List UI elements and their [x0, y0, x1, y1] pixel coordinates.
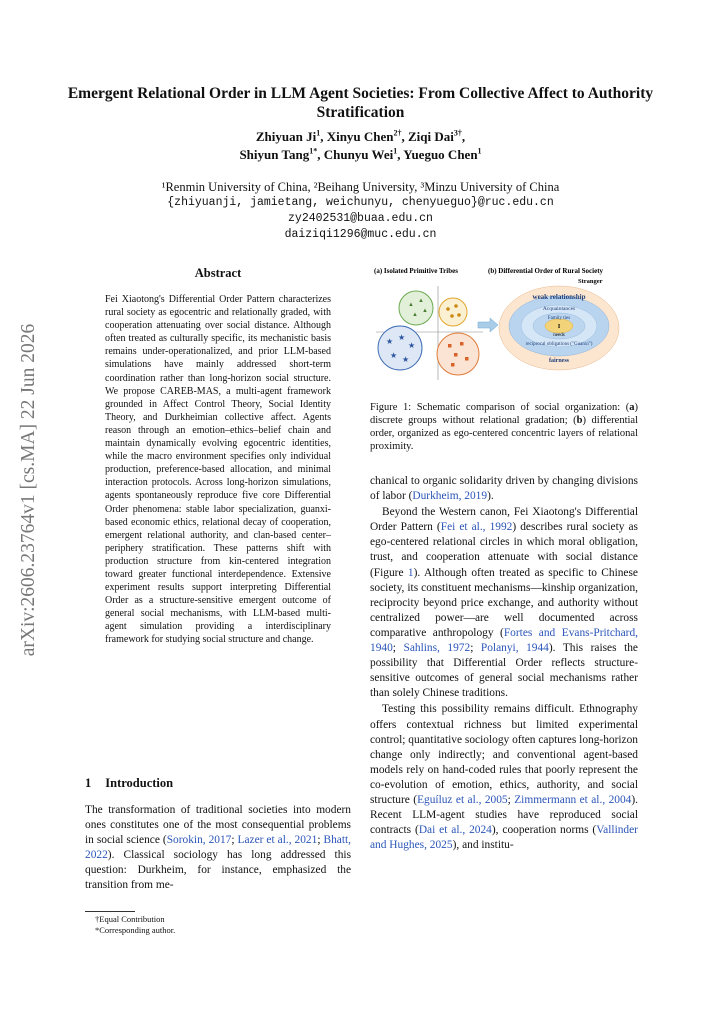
caption-label-a: a [629, 402, 635, 413]
text-run: chanical to organic solidarity driven by changing divisions of labor ( [370, 475, 638, 503]
text-run: ). Classical sociology has long addressed this question: Durkheim, for instance, emphasized the transition from me- [85, 849, 351, 891]
author-name: Chunyu Wei [323, 147, 394, 162]
paragraph [370, 474, 638, 504]
group-yellow [439, 298, 467, 326]
label-stranger: Stranger [578, 278, 603, 285]
author-mark: 1* [309, 146, 318, 156]
caption-text: ) differential order, organized as ego-centered concentric layers of relational proximity. [370, 415, 638, 452]
citation-link[interactable]: Dai et al., 2024 [418, 824, 492, 837]
svg-text:★: ★ [386, 337, 394, 346]
figure-link[interactable]: 1 [407, 566, 414, 579]
affiliations: ¹Renmin University of China, ²Beihang University, ³Minzu University of China [161, 180, 560, 194]
svg-text:★: ★ [398, 333, 406, 342]
label-family: Family ties [547, 316, 571, 321]
author-name: Ziqi Dai [408, 129, 454, 144]
paragraph [370, 702, 638, 853]
citation-link[interactable]: Durkheim, 2019 [412, 490, 488, 503]
citation-link[interactable]: Polanyi, 1944 [480, 642, 549, 655]
svg-text:★: ★ [390, 351, 398, 360]
affiliations-block [60, 179, 661, 243]
svg-text:★: ★ [402, 355, 410, 364]
author-mark: 1 [316, 128, 321, 138]
footnotes [95, 914, 175, 935]
author-mark: 1 [393, 146, 398, 156]
svg-text:★: ★ [408, 341, 416, 350]
email-line: zy2402531@buaa.edu.cn [288, 212, 433, 225]
author-line-1: Zhiyuan Ji$^1$, Xinyu Chen$^{2\dagger}$, Ziqi Dai$^{3\dagger}$, [255, 128, 466, 144]
author-name: Xinyu Chen [326, 129, 394, 144]
label-needs: needs [553, 333, 565, 338]
text-run: ), cooperation norms ( [491, 824, 597, 837]
author-name: Zhiyuan Ji [255, 129, 317, 144]
label-weak: weak relationship [532, 293, 586, 301]
citation-link[interactable]: Sahlins, 1972 [403, 642, 471, 655]
text-run: The transformation of traditional societies into modern ones constitutes one of the most consequential problems in social science ( [85, 804, 351, 846]
text-run: ; [317, 834, 324, 846]
label-fairness: fairness [549, 358, 569, 364]
figure-1 [368, 262, 638, 392]
abstract-heading: Abstract [194, 266, 242, 280]
email-line: daiziqi1296@muc.edu.cn [284, 228, 437, 241]
svg-text:▲: ▲ [408, 302, 414, 308]
footnote-equal: †Equal Contribution [95, 914, 165, 924]
citation-link[interactable]: Bhatt, 2022 [85, 834, 351, 861]
text-run: ), and institu- [452, 839, 514, 852]
svg-text:▲: ▲ [418, 298, 424, 304]
text-run: ; [507, 793, 515, 806]
text-run: Testing this possibility remains difficult. Ethnography offers contextual richness but limited experimental control; quantitative sociology often captures long-horizon change only indirectly; and conventional agent-based models rely on hand-coded rules that poorly represent the co-evolution of emotion, ethics, authority, and social structure ( [370, 703, 638, 806]
text-run: ) describes rural society as ego-centered relational circles in which moral obligation, trust, and cooperation attenuate with social distance (Figure [370, 521, 638, 579]
section-number: 1 [85, 776, 92, 790]
text-run: ; [231, 834, 238, 846]
caption-text: Figure 1: Schematic comparison of social organization: ( [370, 402, 630, 413]
footnote-corresponding: *Corresponding author. [95, 924, 176, 935]
label-reciprocal: reciprocal obligations ("Guanxi") [525, 342, 593, 347]
group-orange [437, 333, 479, 375]
citation-link[interactable]: Vallinder and Hughes, 2025 [370, 824, 638, 852]
citation-link[interactable]: Zimmermann et al., 2004 [514, 793, 632, 806]
author-list [60, 128, 661, 164]
panel-b-title: (b) Differential Order of Rural Society [488, 267, 604, 275]
arxiv-stamp [14, 300, 44, 680]
text-run: ). [487, 490, 494, 503]
text-run: Beyond the Western canon, Fei Xiaotong's Differential Order Pattern ( [370, 506, 638, 534]
svg-text:▲: ▲ [422, 308, 428, 314]
text-run: ). Recent LLM-agent studies have reproduced social contracts ( [370, 793, 639, 837]
text-run: ). Although often treated as specific to Chinese society, its constituent mechanisms—kinship organization, reciprocity beyond price exchange, and authority without centralized power—are well documented across comparative anthropology ( [370, 566, 638, 639]
email-line: {zhiyuanji, jamietang, weichunyu, chenyueguo}@ruc.edu.cn [167, 196, 554, 209]
author-name: Yueguo Chen [403, 147, 478, 162]
author-line-2: Shiyun Tang$^{1*}$, Chunyu Wei$^1$, Yueguo Chen$^1$ [239, 146, 482, 162]
label-acquaintances: Acquaintances [542, 306, 576, 312]
text-run: ). This raises the possibility that Differential Order reflects structure-sensitive outcomes of general social mechanisms rather than solely Chinese traditions. [370, 642, 638, 700]
citation-link[interactable]: Fortes and Evans-Pritchard, 1940 [370, 626, 638, 655]
abstract-text: Fei Xiaotong's Differential Order Pattern characterizes rural society as egocentric and relationally graded, with cooperation attenuating over social distance. Although often treated as culturally specific, its mechanistic basis remains under-operationalized, and prior LLM-based simulations have mainly addressed short-term coordination rather than long-horizon social structure. We propose CAREB-MAS, a multi-agent framework grounded in Affect Control Theory, Social Identity Theory, and Durkheimian collective affect. Agents reason through an emotion–ethics–belief chain and maintain dynamically evolving egocentric identities, while the macro environment specifies only individual production, preference-based allocation, and minimal interaction protocols. Across long-horizon simulations, agents spontaneously reproduce five core Differential Order phenomena: stable labor specialization, guanxi-based economic ethics, relational decay of cooperation, emergent relational authority, and clan-based center–periphery stratification. These patterns shift with production structure from kin-centered integration toward greater functional interdependence. Extensive experiment results support interpreting Differential Order as a structure-sensitive emergent outcome of general social mechanisms, with LLM-based multi-agent simulation providing a interdisciplinary framework for studying social structure and change. [105, 294, 331, 646]
citation-link[interactable]: Fei et al., 1992 [440, 521, 513, 534]
paragraph [370, 505, 638, 701]
author-mark: 1 [477, 146, 482, 156]
citation-link[interactable]: Lazer et al., 2021 [237, 834, 318, 846]
arxiv-stamp-text: arXiv:2606.23764v1 [cs.MA] 22 Jun 2026 [18, 323, 39, 657]
section-title: Introduction [105, 776, 174, 790]
section-heading [85, 776, 173, 791]
right-column-text [370, 474, 638, 854]
text-run: ; [470, 642, 481, 655]
center-label: I [557, 324, 561, 330]
footnote-divider [85, 911, 135, 912]
intro-paragraph [85, 803, 351, 893]
author-name: Shiyun Tang [239, 147, 310, 162]
text-run: ; [392, 642, 404, 655]
caption-text: ) discrete groups without relational gradation; ( [370, 402, 638, 426]
author-mark: 2† [393, 128, 402, 138]
arrow-icon [478, 318, 498, 332]
svg-text:▲: ▲ [412, 312, 418, 318]
figure-caption [370, 401, 638, 453]
caption-label-b: b [576, 415, 583, 426]
panel-a-title: (a) Isolated Primitive Tribes [374, 267, 458, 275]
citation-link[interactable]: Sorokin, 2017 [166, 834, 232, 846]
paper-title: Emergent Relational Order in LLM Agent Societies: From Collective Affect to Authority Stratification [67, 85, 654, 121]
citation-link[interactable]: Eguíluz et al., 2005 [417, 793, 508, 806]
author-mark: 3† [453, 128, 462, 138]
